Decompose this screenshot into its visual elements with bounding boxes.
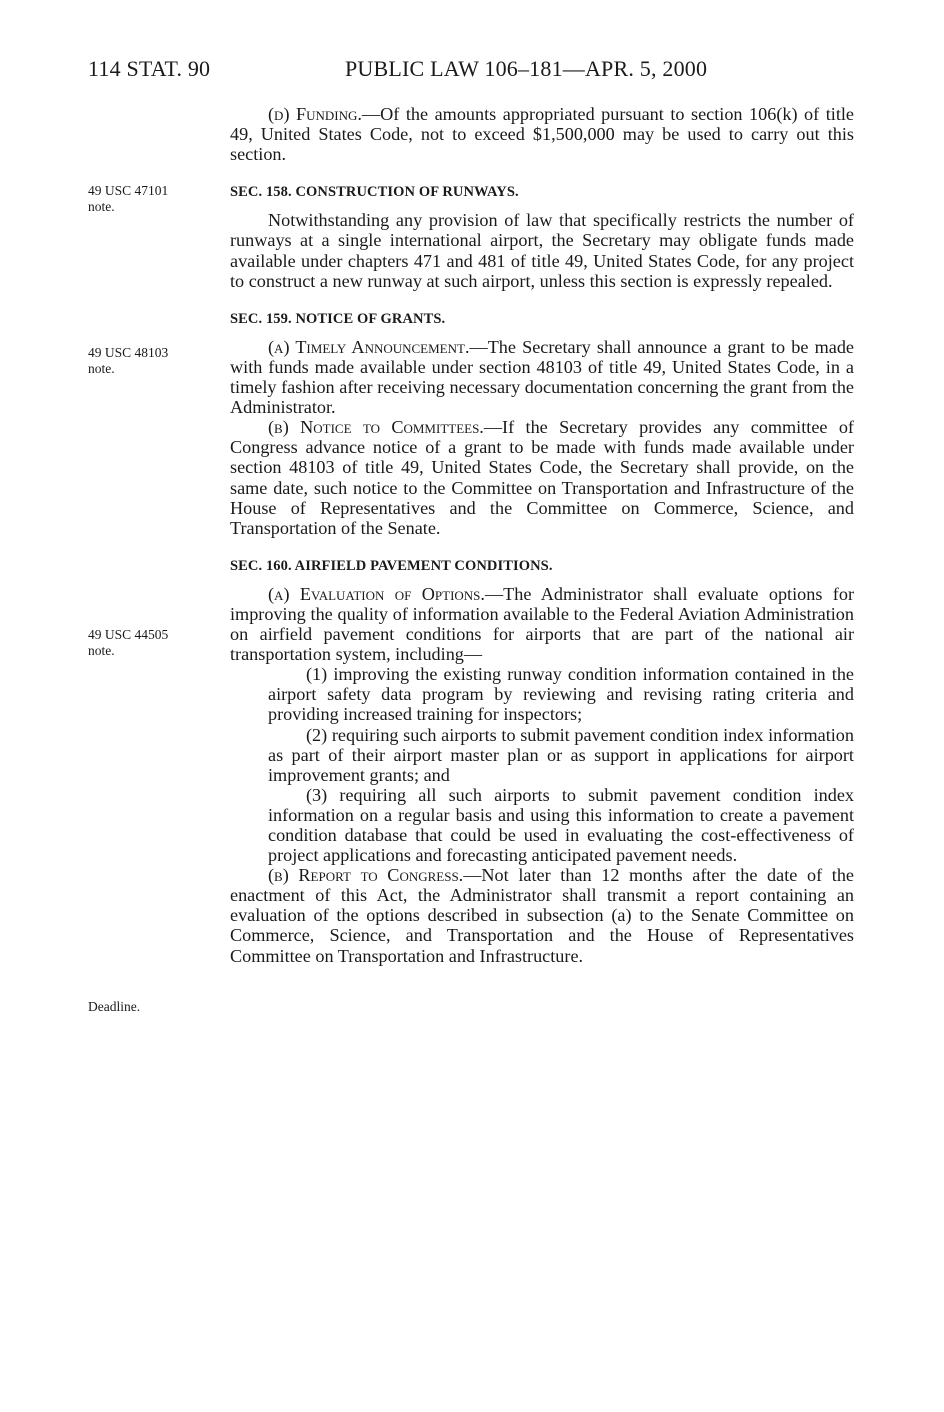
- sec159-a-text: —The Secretary shall announce a grant to be made with funds made available under section 48103 of title 49, United States Code, in a timely fashion after receiving necessary documentation concerning the grant from the Administrator.: [230, 336, 854, 418]
- margin-note-sec159: [88, 345, 168, 377]
- sec159-b-paragraph: [230, 417, 854, 538]
- margin-note-label: note.: [88, 199, 115, 214]
- sec160-a-heading: (a) Evaluation of Options.: [268, 583, 485, 604]
- spacer: [230, 538, 854, 556]
- margin-note-sec160: [88, 627, 168, 659]
- sec160-item-3: (3) requiring all such airports to submit pavement condition index information on a regular basis and using this information to create a pavement condition database that could be used in evaluating the cost-effectiveness of project applications and forecasting anticipated pavement needs.: [268, 784, 854, 866]
- sec158-text: Notwithstanding any provision of law that specifically restricts the number of runways at a single international airport, the Secretary may obligate funds made available under chapters 471 and 481 of title 49, United States Code, for any project to construct a new runway at such airport, unless this section is expressly repealed.: [230, 210, 854, 291]
- stat-page-number: 114 STAT. 90: [88, 56, 211, 81]
- running-title: PUBLIC LAW 106–181—APR. 5, 2000: [345, 56, 708, 81]
- sec159-heading: SEC. 159. NOTICE OF GRANTS.: [230, 310, 446, 327]
- sec159-a-heading: (a) Timely Announcement.: [268, 336, 470, 357]
- sec159-b-text: —If the Secretary provides any committee of Congress advance notice of a grant to be made with funds made available under section 48103 of title 49, United States Code, the Secretary shall provide, on the same date, such notice to the Committee on Transportation and Infrastructure of the House of Representatives and the Committee on Commerce, Science, and Transportation of the Senate.: [230, 417, 854, 538]
- deadline-label: Deadline.: [88, 999, 141, 1014]
- statute-body: [230, 104, 854, 966]
- margin-citation: 49 USC 47101: [88, 183, 169, 198]
- sec160-b-paragraph: [230, 865, 854, 965]
- margin-citation: 49 USC 48103: [88, 345, 169, 360]
- funding-heading: (d) Funding.: [268, 104, 362, 124]
- sec160-b-heading: (b) Report to Congress.: [268, 865, 464, 886]
- sec160-item-2: (2) requiring such airports to submit pavement condition index information as part of their airport master plan or as support in applications for airport improvement grants; and: [268, 724, 854, 785]
- spacer: [230, 164, 854, 182]
- margin-citation: 49 USC 44505: [88, 627, 169, 642]
- sec160-b-text: —Not later than 12 months after the date of the enactment of this Act, the Administrator shall transmit a report containing an evaluation of the options described in subsection (a) to the Senate Committee on Commerce, Science, and Transportation and the House of Representatives Committee on Transportation and Infrastructure.: [230, 865, 854, 966]
- sec160-a-paragraph: [230, 584, 854, 664]
- sec159-b-heading: (b) Notice to Committees.: [268, 417, 484, 438]
- margin-note-sec158: [88, 183, 168, 215]
- sec160-item-1: (1) improving the existing runway condition information contained in the airport safety data program by reviewing and revising rating criteria and providing increased training for inspectors;: [268, 664, 854, 725]
- funding-text: —Of the amounts appropriated pursuant to section 106(k) of title 49, United States Code, not to exceed $1,500,000 may be used to carry out this section.: [230, 104, 855, 165]
- margin-note-label: note.: [88, 643, 115, 658]
- spacer: [230, 291, 854, 309]
- margin-note-deadline: [88, 999, 140, 1015]
- sec160-a-text: —The Administrator shall evaluate options for improving the quality of information available to the Federal Aviation Administration on airfield pavement conditions for airports that are part of the national air transportation system, including—: [230, 583, 854, 665]
- sec158-heading: SEC. 158. CONSTRUCTION OF RUNWAYS.: [230, 184, 519, 201]
- margin-note-label: note.: [88, 361, 115, 376]
- sec160-heading: SEC. 160. AIRFIELD PAVEMENT CONDITIONS.: [230, 557, 553, 574]
- funding-paragraph: [230, 104, 854, 164]
- sec159-a-paragraph: [230, 337, 854, 417]
